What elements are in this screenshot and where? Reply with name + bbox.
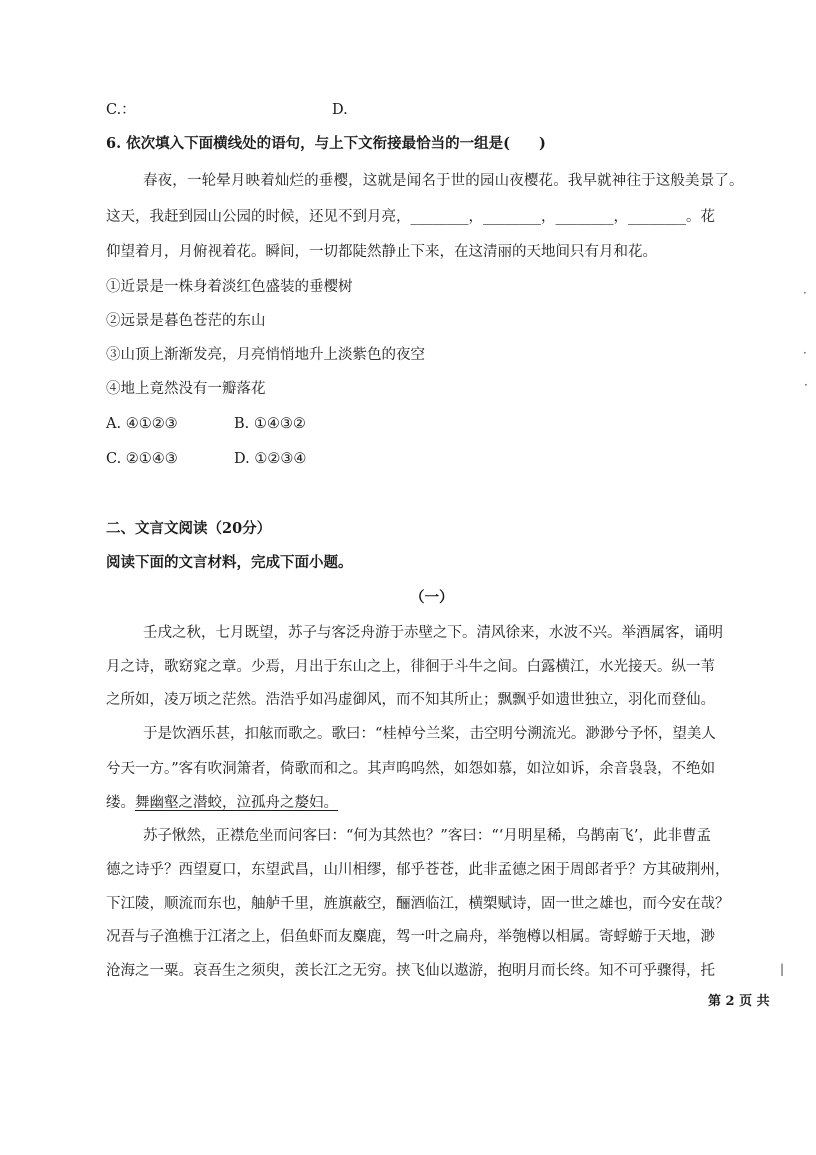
passage-para-2-line-3	[106, 793, 338, 813]
passage-subtitle: （一）	[410, 589, 454, 606]
section-2-instruction: 阅读下面的文言材料，完成下面小题。	[106, 554, 353, 571]
question-6-passage-line-3: 仰望着月，月俯视着花。瞬间，一切都陡然静止下来，在这清丽的天地间只有月和花。	[106, 244, 657, 260]
question-6-passage-line-1: 春夜，一轮晕月映着灿烂的垂樱，这就是闻名于世的园山夜樱花。我早就神往于这般美景了。	[143, 173, 744, 189]
passage-para-2-line-2: 兮天一方。”客有吹洞箫者，倚歌而和之。其声呜呜然，如怨如慕，如泣如诉，余音袅袅，不绝如	[106, 761, 716, 777]
question-5-option-c: C.：	[106, 102, 136, 118]
question-6-passage-line-2: 这天，我赶到园山公园的时候，还见不到月亮，________，________，________，________。花	[106, 209, 715, 225]
page-footer: 第 2 页 共	[708, 994, 770, 1009]
passage-text: 缕。	[106, 795, 135, 811]
passage-para-1-line-2: 月之诗，歌窈窕之章。少焉，月出于东山之上，徘徊于斗牛之间。白露横江，水光接天。纵一苇	[106, 659, 715, 675]
question-6-item-3: ③山顶上渐渐发亮，月亮悄悄地升上淡紫色的夜空	[106, 347, 425, 363]
passage-para-3-line-5: 沧海之一粟。哀吾生之须臾，羡长江之无穷。挟飞仙以遨游，抱明月而长终。知不可乎骤得，托	[106, 963, 715, 979]
passage-para-3-line-2: 德之诗乎？西望夏口，东望武昌，山川相缪，郁乎苍苍，此非孟德之困于周郎者乎？方其破荆州，	[106, 862, 730, 878]
question-6-item-4: ④地上竟然没有一瓣落花	[106, 381, 266, 397]
question-6-item-2: ②远景是暮色苍茫的东山	[106, 313, 266, 329]
passage-para-3-line-3: 下江陵，顺流而东也，舳舻千里，旌旗蔽空，酾酒临江，横槊赋诗，固一世之雄也，而今安在哉？	[106, 896, 730, 912]
question-6-option-a: A. ④①②③	[106, 416, 178, 432]
scan-mark: |	[780, 962, 785, 976]
scan-mark: ·	[803, 286, 807, 300]
passage-para-1-line-1: 壬戌之秋，七月既望，苏子与客泛舟游于赤壁之下。清风徐来，水波不兴。举酒属客，诵明	[143, 625, 723, 641]
question-6-option-b: B. ①④③②	[234, 416, 306, 432]
question-6-stem: 6. 依次填入下面横线处的语句，与上下文衔接最恰当的一组是( )	[106, 135, 546, 152]
question-6-option-d: D. ①②③④	[234, 451, 307, 467]
scan-mark: ·	[804, 378, 808, 392]
question-5-option-d: D.	[332, 102, 348, 118]
question-6-option-c: C. ②①④③	[106, 451, 178, 467]
scan-mark: ·	[803, 346, 807, 360]
passage-para-2-line-1: 于是饮酒乐甚，扣舷而歌之。歌曰：“桂棹兮兰桨，击空明兮溯流光。渺渺兮予怀，望美人	[143, 726, 716, 742]
passage-para-1-line-3: 之所如，凌万顷之茫然。浩浩乎如冯虚御风，而不知其所止；飘飘乎如遗世独立，羽化而登仙。	[106, 692, 715, 708]
section-2-heading: 二、文言文阅读（20分）	[106, 520, 272, 537]
passage-para-3-line-4: 况吾与子渔樵于江渚之上，侣鱼虾而友麋鹿，驾一叶之扁舟，举匏樽以相属。寄蜉蝣于天地，渺	[106, 929, 715, 945]
underlined-sentence: 舞幽壑之潜蛟，泣孤舟之嫠妇。	[135, 795, 338, 811]
passage-para-3-line-1: 苏子愀然，正襟危坐而问客曰：“何为其然也？”客曰：“‘月明星稀，乌鹊南飞’，此非曹孟	[143, 828, 711, 844]
question-6-item-1: ①近景是一株身着淡红色盛装的垂樱树	[106, 279, 353, 295]
